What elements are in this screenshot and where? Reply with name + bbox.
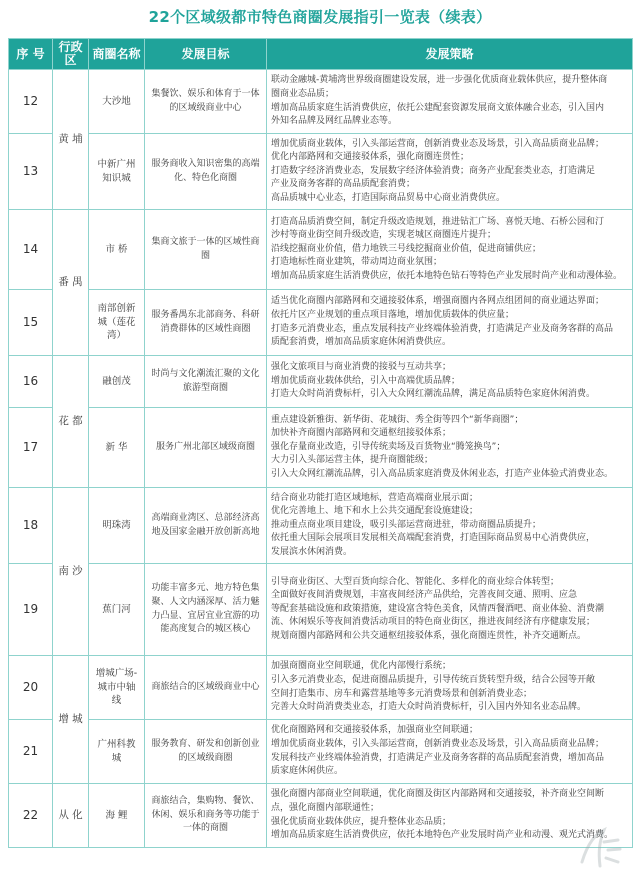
strategy-line: 点，强化商圈内部联通性； xyxy=(271,802,380,813)
district-cell: 花 都 xyxy=(53,356,89,488)
newspaper-logo-icon xyxy=(574,822,626,874)
header-area: 商圈名称 xyxy=(89,39,145,70)
strategy-line: 强化优质商业载体供应，提升整体业态品质； xyxy=(271,816,452,827)
row-num: 14 xyxy=(9,210,53,290)
strategy-line: 优化商圈路网和交通接驳体系，加强商业空间联通； xyxy=(271,725,479,736)
strategy-cell xyxy=(267,356,633,408)
business-district-table xyxy=(8,38,633,848)
strategy-line: 增加优质商业载体，引入头部运营商，创新消费业态及场景，引入高品质商业品牌； xyxy=(271,738,605,749)
strategy-line: 强化文旅项目与商业消费的接驳与互动共享； xyxy=(271,362,452,373)
header-district: 行政区 xyxy=(53,39,89,70)
strategy-cell xyxy=(267,134,633,210)
strategy-line: 引导商业街区、大型百货向综合化、智能化、多样化的商业综合体转型； xyxy=(271,576,560,587)
area-name: 海 鲤 xyxy=(89,784,145,848)
strategy-line: 引入大众网红潮流品牌，引入高品质家庭消费及休闲业态，打造产业体验式消费业态。 xyxy=(271,468,614,479)
goal-cell: 商旅结合的区域级商业中心 xyxy=(145,656,267,720)
strategy-cell xyxy=(267,408,633,488)
strategy-line: 发展滨水休闲消费。 xyxy=(271,546,353,557)
strategy-line: 质配套消费，增加高品质家庭休闲消费供应。 xyxy=(271,337,452,348)
strategy-line: 增加高品质家庭生活消费供应，依托本地特色钻石等特色产业发展时尚产业和动漫体验。 xyxy=(271,270,623,281)
district-cell: 黄 埔 xyxy=(53,70,89,210)
table-row xyxy=(9,656,633,720)
strategy-line: 空间打造集市、房车和露营基地等多元消费场景和创新消费业态； xyxy=(271,688,533,699)
district-cell: 番 禺 xyxy=(53,210,89,356)
strategy-line: 沿线挖掘商业价值，借力地铁三号线挖掘商业价值，促进商铺供应； xyxy=(271,243,542,254)
strategy-line: 重点建设新雅街、新华街、花城街、秀全街等四个“新华商圈”； xyxy=(271,414,524,425)
goal-cell: 集餐饮、娱乐和体育于一体的区域级商业中心 xyxy=(145,70,267,134)
area-name: 南部创新城（莲花湾） xyxy=(89,290,145,356)
strategy-line: 圈商业态品质； xyxy=(271,88,335,99)
strategy-cell xyxy=(267,70,633,134)
strategy-line: 优化完善地上、地下和水上公共交通配套设施建设； xyxy=(271,506,479,517)
area-name: 蕉门河 xyxy=(89,564,145,656)
strategy-line: 沙村等商业街空间升级改造，实现老城区商圈连片提升； xyxy=(271,230,497,241)
goal-cell: 功能丰富多元、地方特色集聚、人文内涵深厚、活力魅力凸显、宜居宜业宜游的功能高度复合的城区核心 xyxy=(145,564,267,656)
area-name: 增城广场-城市中轴线 xyxy=(89,656,145,720)
goal-cell: 高端商业湾区、总部经济高地及国家金融开放创新高地 xyxy=(145,488,267,564)
strategy-line: 优化内部路网和交通接驳体系，强化商圈连贯性； xyxy=(271,152,470,163)
area-name: 市 桥 xyxy=(89,210,145,290)
strategy-line: 质家庭休闲供应。 xyxy=(271,766,344,777)
row-num: 22 xyxy=(9,784,53,848)
strategy-line: 发展科技产业终端体验消费，打造满足产业及商务客群的高品质配套消费，增加高品 xyxy=(271,752,605,763)
table-row xyxy=(9,356,633,408)
row-num: 20 xyxy=(9,656,53,720)
row-num: 18 xyxy=(9,488,53,564)
strategy-line: 增加优质商业载体，引入头部运营商，创新消费业态及场景，引入高品质商业品牌； xyxy=(271,138,605,149)
strategy-line: 打造数字经济消费业态，发展数字经济体验消费；商务产业配套类业态，打造满足 xyxy=(271,165,596,176)
area-name: 广州科教城 xyxy=(89,720,145,784)
goal-cell: 集商文旅于一体的区域性商圈 xyxy=(145,210,267,290)
district-cell: 从 化 xyxy=(53,784,89,848)
strategy-line: 大力引入头部运营主体，提升商圈能级； xyxy=(271,455,434,466)
area-name: 融创茂 xyxy=(89,356,145,408)
strategy-line: 适当优化商圈内部路网和交通接驳体系，增强商圈内各网点组团间的商业通达界面； xyxy=(271,296,605,307)
strategy-line: 流、休闲娱乐等夜间消费活动项目的特色商业街区，推进夜间经济有序健康发展； xyxy=(271,617,596,628)
strategy-line: 加快补齐商圈内部路网和交通枢纽接驳体系； xyxy=(271,428,452,439)
goal-cell: 时尚与文化潮流汇聚的文化旅游型商圈 xyxy=(145,356,267,408)
strategy-line: 完善大众时尚消费类业态，打造大众时尚消费标杆，引入国内外知名业态品牌。 xyxy=(271,702,587,713)
strategy-line: 等配套基础设施和政策措施，建设富含特色美食，风情西餐酒吧、商业体验、消费潮 xyxy=(271,603,605,614)
strategy-line: 引入多元消费业态，促进商圈品质提升，引导传统百货转型升级，结合公园等开敞 xyxy=(271,674,596,685)
table-row xyxy=(9,134,633,210)
table-row xyxy=(9,488,633,564)
table-row xyxy=(9,210,633,290)
strategy-line: 打造大众时尚消费标杆，引入大众网红潮流品牌，满足高品质特色家庭休闲消费。 xyxy=(271,389,596,400)
header-strategy: 发展策略 xyxy=(267,39,633,70)
strategy-line: 外知名品牌及网红品牌业态等。 xyxy=(271,116,398,127)
table-row xyxy=(9,290,633,356)
strategy-line: 强化存量商业改造，引导传统卖场及百货物业“腾笼换鸟”； xyxy=(271,441,506,452)
row-num: 15 xyxy=(9,290,53,356)
table-row xyxy=(9,408,633,488)
goal-cell: 服务商收入知识密集的高端化、特色化商圈 xyxy=(145,134,267,210)
strategy-line: 推动重点商业项目建设，吸引头部运营商进驻，带动商圈品质提升； xyxy=(271,519,542,530)
strategy-line: 规划商圈内部路网和公共交通枢纽接驳体系，强化商圈连贯性，补齐交通断点。 xyxy=(271,630,587,641)
strategy-cell xyxy=(267,656,633,720)
page-title: 22个区域级都市特色商圈发展指引一览表（续表） xyxy=(148,8,492,26)
strategy-line: 增加高品质家庭生活消费供应，依托公建配套资源发展商文旅体融合业态，引入国内 xyxy=(271,102,605,113)
area-name: 明珠湾 xyxy=(89,488,145,564)
row-num: 16 xyxy=(9,356,53,408)
row-num: 17 xyxy=(9,408,53,488)
goal-cell: 服务教育、研发和创新创业的区域级商圈 xyxy=(145,720,267,784)
strategy-cell xyxy=(267,720,633,784)
strategy-cell xyxy=(267,210,633,290)
area-name: 大沙地 xyxy=(89,70,145,134)
strategy-line: 结合商业功能打造区域地标，营造高端商业展示面； xyxy=(271,492,479,503)
goal-cell: 服务番禺东北部商务、科研消费群体的区域性商圈 xyxy=(145,290,267,356)
strategy-line: 强化商圈内部商业空间联通，优化商圈及街区内部路网和交通接驳，补齐商业空间断 xyxy=(271,789,605,800)
strategy-line: 产业及商务客群的高品质配套消费； xyxy=(271,179,416,190)
goal-cell: 服务广州北部区域级商圈 xyxy=(145,408,267,488)
district-cell: 增 城 xyxy=(53,656,89,784)
goal-cell: 商旅结合，集购物、餐饮、休闲、娱乐和商务等功能于一体的商圈 xyxy=(145,784,267,848)
strategy-line: 依托重大国际会展项目发展相关高端配套消费，打造国际商品贸易中心消费供应， xyxy=(271,533,596,544)
table-row xyxy=(9,70,633,134)
strategy-line: 依托片区产业规划的重点项目落地，增加优质载体的供应量； xyxy=(271,309,515,320)
header-goal: 发展目标 xyxy=(145,39,267,70)
strategy-line: 打造多元消费业态，重点发展科技产业终端体验消费，打造满足产业及商务客群的高品 xyxy=(271,323,614,334)
row-num: 19 xyxy=(9,564,53,656)
strategy-line: 全面做好夜间消费规划，丰富夜间经济产品供给，完善夜间交通、照明、应急 xyxy=(271,590,578,601)
district-cell: 南 沙 xyxy=(53,488,89,656)
table-row xyxy=(9,564,633,656)
area-name: 新 华 xyxy=(89,408,145,488)
strategy-line: 高品质城中心业态，打造国际商品贸易中心商业消费供应。 xyxy=(271,192,506,203)
area-name: 中新广州知识城 xyxy=(89,134,145,210)
strategy-line: 联动金融城-黄埔湾世界级商圈建设发展，进一步强化优质商业载体供应，提升整体商 xyxy=(271,75,608,86)
strategy-cell xyxy=(267,564,633,656)
strategy-line: 增加优质商业载体供给，引入中高端优质品牌； xyxy=(271,375,461,386)
table-header-row xyxy=(9,39,633,70)
table-row xyxy=(9,784,633,848)
strategy-line: 加强商圈商业空间联通，优化内部慢行系统； xyxy=(271,661,452,672)
strategy-cell xyxy=(267,290,633,356)
strategy-line: 打造地标性商业建筑，带动周边商业氛围； xyxy=(271,257,443,268)
table-row xyxy=(9,720,633,784)
strategy-line: 增加高品质家庭生活消费供应，依托本地特色产业发展时尚产业和动漫、观光式消费。 xyxy=(271,830,614,841)
row-num: 13 xyxy=(9,134,53,210)
row-num: 21 xyxy=(9,720,53,784)
strategy-cell xyxy=(267,488,633,564)
row-num: 12 xyxy=(9,70,53,134)
header-num: 序 号 xyxy=(9,39,53,70)
strategy-line: 打造高品质消费空间，制定升级改造规划，推进钻汇广场、喜悦天地、石桥公园和汀 xyxy=(271,216,605,227)
